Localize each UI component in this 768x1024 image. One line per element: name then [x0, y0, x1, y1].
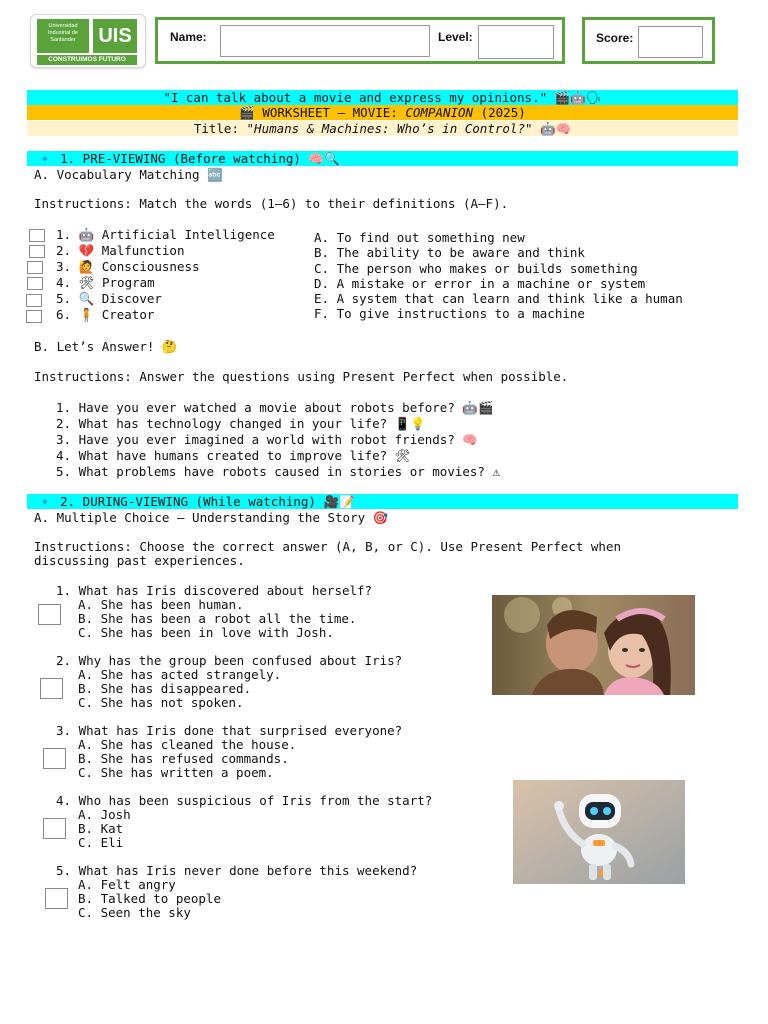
multiple-choice-instructions-2: discussing past experiences. — [34, 553, 245, 568]
mcq-option: C. She has not spoken. — [78, 695, 244, 710]
title-prefix: Title: — [193, 121, 247, 136]
question-item: 5. What problems have robots caused in stories or movies? ⚠ — [56, 464, 501, 479]
level-label: Level: — [438, 30, 473, 44]
definition-item: D. A mistake or error in a machine or system — [314, 276, 646, 291]
movie-name: COMPANION — [405, 105, 474, 120]
mcq-option: B. Talked to people — [78, 891, 221, 906]
mcq-option: C. Eli — [78, 835, 124, 850]
name-label: Name: — [170, 30, 207, 44]
match-checkbox[interactable] — [26, 310, 42, 323]
word-item: 2. 💔 Malfunction — [56, 243, 185, 258]
movie-couple-photo — [492, 595, 695, 695]
title-banner — [27, 121, 738, 136]
vocabulary-title: A. Vocabulary Matching 🔤 — [34, 167, 223, 182]
section-2-heading: 🔹 2. DURING-VIEWING (While watching) 🎥📝 — [27, 494, 738, 509]
title-emoji: 🤖🧠 — [532, 121, 572, 136]
mcq-question: 3. What has Iris done that surprised everyone? — [56, 723, 403, 738]
mcq-option: B. Kat — [78, 821, 124, 836]
mcq-question: 2. Why has the group been confused about Iris? — [56, 653, 403, 668]
mcq-option: C. Seen the sky — [78, 905, 191, 920]
answer-box[interactable] — [38, 604, 61, 625]
question-item: 3. Have you ever imagined a world with robot friends? 🧠 — [56, 432, 478, 447]
mcq-option: A. She has cleaned the house. — [78, 737, 297, 752]
answer-box[interactable] — [45, 888, 68, 909]
mcq-question: 1. What has Iris discovered about herself? — [56, 583, 373, 598]
worksheet-banner — [27, 105, 738, 120]
name-field[interactable] — [220, 25, 430, 57]
logo-slogan: CONSTRUIMOS FUTURO — [37, 55, 137, 65]
multiple-choice-instructions-1: Instructions: Choose the correct answer (A, B, or C). Use Present Perfect when — [34, 539, 621, 554]
motto-banner: "I can talk about a movie and express my opinions." 🎬🤖🗣 — [27, 90, 738, 105]
match-checkbox[interactable] — [29, 245, 45, 258]
score-box — [582, 17, 715, 64]
logo-text: Universidad Industrial de Santander — [37, 19, 89, 53]
logo-mark: UIS — [93, 19, 137, 53]
answer-box[interactable] — [43, 818, 66, 839]
name-level-box — [155, 17, 565, 64]
word-item: 5. 🔍 Discover — [56, 291, 162, 306]
multiple-choice-title: A. Multiple Choice – Understanding the Story 🎯 — [34, 510, 389, 525]
score-field[interactable] — [638, 26, 703, 58]
title-text: "Humans & Machines: Who’s in Control?" — [246, 121, 533, 136]
section-1-heading: 🔹 1. PRE-VIEWING (Before watching) 🧠🔍 — [27, 151, 738, 166]
definition-item: C. The person who makes or builds something — [314, 261, 638, 276]
mcq-question: 4. Who has been suspicious of Iris from the start? — [56, 793, 433, 808]
university-logo — [30, 14, 146, 68]
mcq-option: A. Felt angry — [78, 877, 176, 892]
worksheet-year: (2025) — [473, 105, 526, 120]
word-item: 6. 🧍 Creator — [56, 307, 155, 322]
word-item: 4. 🛠 Program — [56, 275, 155, 290]
match-checkbox[interactable] — [29, 229, 45, 242]
match-checkbox[interactable] — [26, 294, 42, 307]
mcq-option: C. She has written a poem. — [78, 765, 274, 780]
answer-box[interactable] — [43, 748, 66, 769]
definition-item: F. To give instructions to a machine — [314, 306, 585, 321]
lets-answer-title: B. Let’s Answer! 🤔 — [34, 339, 178, 354]
answer-box[interactable] — [40, 678, 63, 699]
level-field[interactable] — [478, 25, 554, 59]
mcq-option: C. She has been in love with Josh. — [78, 625, 334, 640]
match-checkbox[interactable] — [27, 277, 43, 290]
mcq-option: B. She has been a robot all the time. — [78, 611, 357, 626]
word-item: 3. 🙋 Consciousness — [56, 259, 200, 274]
worksheet-prefix: 🎬 WORKSHEET – MOVIE: — [239, 105, 406, 120]
mcq-option: A. She has acted strangely. — [78, 667, 282, 682]
match-checkbox[interactable] — [27, 261, 43, 274]
question-item: 1. Have you ever watched a movie about robots before? 🤖🎬 — [56, 400, 494, 415]
question-item: 2. What has technology changed in your life? 📱💡 — [56, 416, 426, 431]
word-item: 1. 🤖 Artificial Intelligence — [56, 227, 275, 242]
definition-item: A. To find out something new — [314, 230, 525, 245]
definition-item: B. The ability to be aware and think — [314, 245, 585, 260]
question-item: 4. What have humans created to improve life? 🛠 — [56, 448, 411, 463]
mcq-option: A. She has been human. — [78, 597, 244, 612]
robot-photo — [513, 780, 685, 884]
mcq-option: B. She has disappeared. — [78, 681, 252, 696]
score-label: Score: — [596, 31, 634, 45]
mcq-option: A. Josh — [78, 807, 131, 822]
mcq-option: B. She has refused commands. — [78, 751, 289, 766]
definition-item: E. A system that can learn and think like a human — [314, 291, 683, 306]
vocabulary-instructions: Instructions: Match the words (1–6) to their definitions (A–F). — [34, 196, 509, 211]
mcq-question: 5. What has Iris never done before this weekend? — [56, 863, 418, 878]
lets-answer-instructions: Instructions: Answer the questions using Present Perfect when possible. — [34, 369, 569, 384]
